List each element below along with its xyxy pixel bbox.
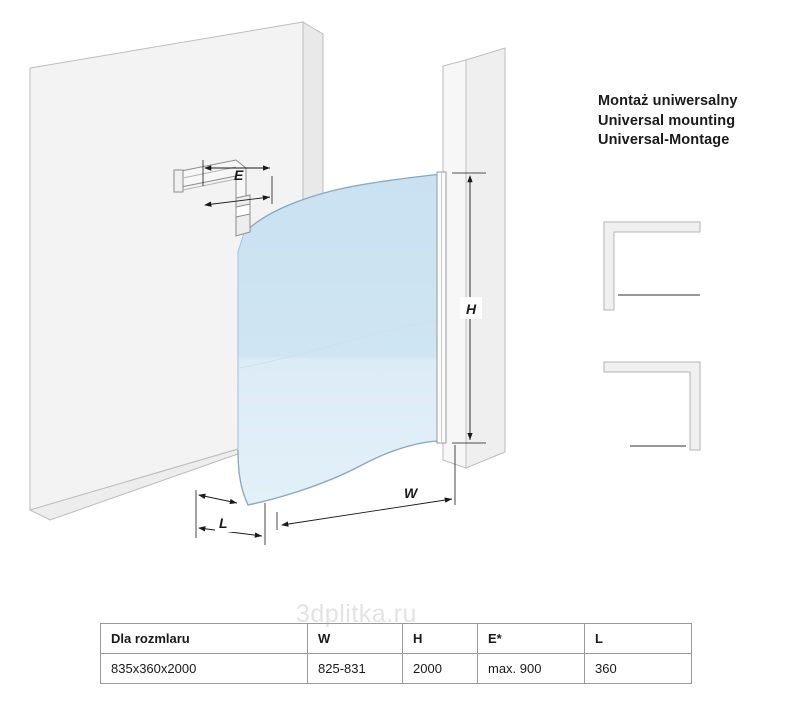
legend-block xyxy=(598,92,798,151)
header-h: H xyxy=(403,624,478,654)
table-header-row xyxy=(101,624,692,654)
dimension-label-l: L xyxy=(219,515,228,531)
legend-line-pl: Montaż uniwersalny xyxy=(598,93,738,109)
specification-table xyxy=(100,623,692,684)
dimension-label-w: W xyxy=(404,485,418,501)
cell-w: 825-831 xyxy=(308,654,403,684)
mounting-variant-right xyxy=(604,362,700,450)
table-row xyxy=(101,654,692,684)
header-size: Dla rozmlaru xyxy=(101,624,308,654)
header-w: W xyxy=(308,624,403,654)
glass-panel xyxy=(238,174,441,505)
mounting-variant-left xyxy=(604,222,700,310)
watermark: 3dplitka.ru xyxy=(296,600,417,628)
header-l: L xyxy=(585,624,692,654)
cell-h: 2000 xyxy=(403,654,478,684)
dimension-label-h: H xyxy=(466,301,477,317)
legend-line-de: Universal-Montage xyxy=(598,132,730,149)
cell-l: 360 xyxy=(585,654,692,684)
glass-edge-profile xyxy=(437,172,446,443)
dimension-label-e: E xyxy=(234,167,244,183)
right-wall-column xyxy=(443,48,505,468)
cell-size: 835x360x2000 xyxy=(101,654,308,684)
header-e: E* xyxy=(478,624,585,654)
cell-e: max. 900 xyxy=(478,654,585,684)
legend-line-en: Universal mounting xyxy=(598,112,736,129)
